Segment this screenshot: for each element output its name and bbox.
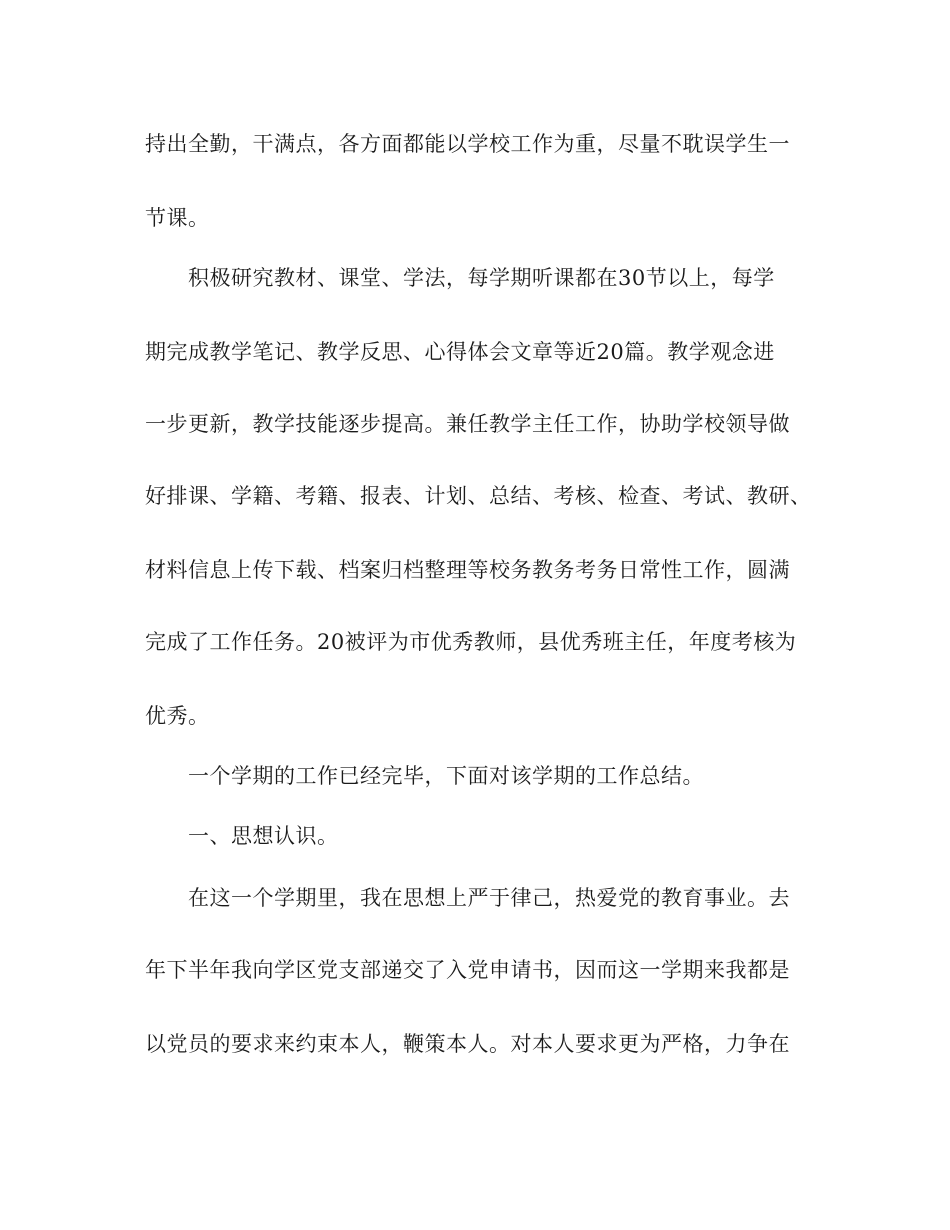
text-line: 年下半年我向学区党支部递交了入党申请书，因而这一学期来我都是: [145, 958, 790, 982]
text-line: 完成了工作任务。20被评为市优秀教师，县优秀班主任，年度考核为: [145, 630, 797, 654]
text-line: 一个学期的工作已经完毕，下面对该学期的工作总结。: [188, 764, 704, 788]
text-line: 积极研究教材、课堂、学法，每学期听课都在30节以上，每学: [188, 266, 775, 290]
text-line: 期完成教学笔记、教学反思、心得体会文章等近20篇。教学观念进: [145, 340, 775, 364]
text-line: 以党员的要求来约束本人，鞭策本人。对本人要求更为严格，力争在: [145, 1032, 790, 1056]
text-line: 持出全勤，干满点，各方面都能以学校工作为重，尽量不耽误学生一: [145, 132, 790, 156]
text-line: 一、思想认识。: [188, 824, 339, 848]
text-line: 节课。: [145, 206, 210, 230]
text-line: 在这一个学期里，我在思想上严于律己，热爱党的教育事业。去: [188, 886, 790, 910]
text-line: 优秀。: [145, 704, 210, 728]
text-line: 材料信息上传下载、档案归档整理等校务教务考务日常性工作，圆满: [145, 558, 790, 582]
text-line: 好排课、学籍、考籍、报表、计划、总结、考核、检查、考试、教研、: [145, 484, 812, 508]
text-line: 一步更新，教学技能逐步提高。兼任教学主任工作，协助学校领导做: [145, 412, 790, 436]
